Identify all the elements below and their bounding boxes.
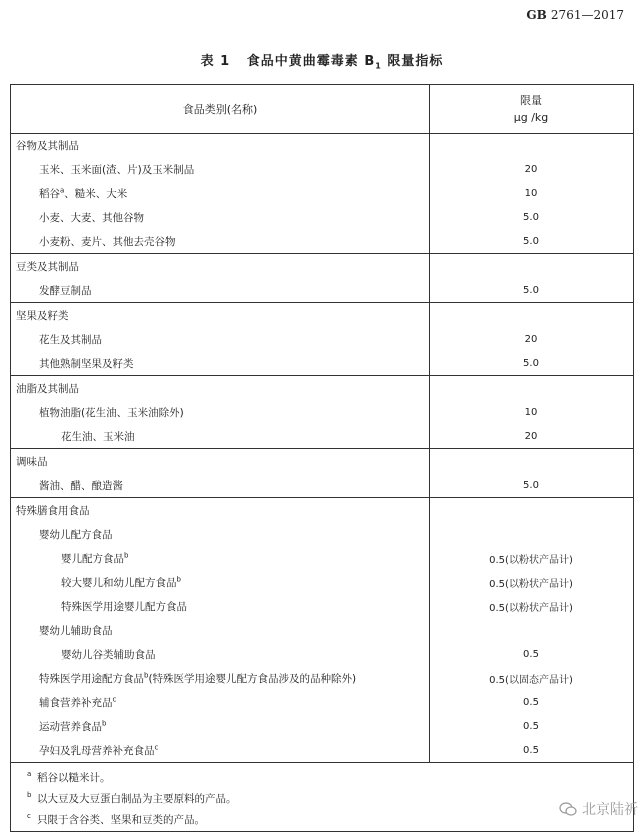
footnote-mark: c: [27, 812, 31, 820]
table-notes: [11, 760, 633, 831]
limits-table: [10, 84, 634, 832]
table-row: [11, 205, 633, 229]
standard-code: [526, 8, 624, 22]
header-category: 食品类别(名称): [11, 85, 430, 133]
footnote: [27, 768, 633, 789]
footnote-mark: a: [60, 186, 65, 194]
limit-value: 0.5(以粉状产品计): [489, 554, 573, 566]
table-group: [11, 254, 633, 303]
footnote-mark: b: [27, 791, 32, 799]
food-category-name: 特殊医学用途配方食品$^b$(特殊医学用途婴儿配方食品涉及的品种除外): [39, 671, 357, 685]
table-row: [11, 498, 633, 522]
limit-value: 0.5(以粉状产品计): [489, 602, 573, 614]
table-row: [11, 303, 633, 327]
table-row: [11, 522, 633, 546]
table-row: [11, 400, 633, 424]
food-category-name: 特殊膳食用食品: [16, 504, 90, 517]
food-category-name: 稻谷$^a$、糙米、大米: [39, 186, 128, 200]
header-limit-label: 限量: [520, 94, 542, 107]
table-row: [11, 666, 633, 690]
limit-value: 20: [524, 333, 538, 345]
footnote-text: 稻谷以糙米计。: [37, 772, 111, 784]
table-row: [11, 473, 633, 497]
table-group: [11, 376, 633, 449]
table-row: [11, 229, 633, 253]
food-category-name: 婴儿配方食品$^b$: [61, 551, 129, 565]
footnote-mark: c: [154, 743, 159, 751]
table-row: [11, 714, 633, 738]
food-category-name: 小麦、大麦、其他谷物: [39, 211, 144, 224]
standard-number: 2761—2017: [550, 8, 624, 22]
limit-value: 0.5(以粉状产品计): [489, 578, 573, 590]
table-group: [11, 498, 633, 763]
table-row: [11, 449, 633, 473]
header-limit: [429, 85, 633, 133]
food-category-name: 发酵豆制品: [39, 284, 92, 297]
limit-value: 5.0: [523, 479, 539, 491]
food-category-name: 谷物及其制品: [16, 139, 79, 152]
food-category-name: 特殊医学用途婴儿配方食品: [61, 600, 187, 613]
table-row: [11, 424, 633, 448]
food-category-name: 运动营养食品$^b$: [39, 719, 107, 733]
caption-title: 食品中黄曲霉毒素 B: [246, 54, 376, 69]
food-category-name: 豆类及其制品: [16, 260, 79, 273]
standard-prefix: GB: [526, 8, 547, 22]
limit-value: 20: [524, 163, 538, 175]
table-row: [11, 546, 633, 570]
table-row: [11, 278, 633, 302]
limit-value: 5.0: [523, 284, 539, 296]
footnote-mark: c: [112, 695, 117, 703]
food-category-name: 坚果及籽类: [16, 309, 69, 322]
footnote-mark: b: [102, 719, 107, 727]
food-category-name: 婴幼儿配方食品: [39, 528, 113, 541]
food-category-name: 孕妇及乳母营养补充食品$^c$: [39, 743, 159, 757]
food-category-name: 玉米、玉米面(渣、片)及玉米制品: [39, 163, 195, 176]
table-group: [11, 133, 633, 254]
food-category-name: 植物油脂(花生油、玉米油除外): [39, 406, 184, 419]
limit-value: 0.5: [523, 744, 539, 756]
footnote: [27, 810, 633, 831]
food-category-name: 辅食营养补充品$^c$: [39, 695, 117, 709]
footnote-mark: a: [27, 770, 32, 778]
watermark: [559, 799, 638, 819]
food-category-name: 油脂及其制品: [16, 382, 79, 395]
table-row: [11, 642, 633, 666]
food-category-name: 调味品: [16, 455, 48, 468]
food-category-name: 花生及其制品: [39, 333, 102, 346]
table-row: [11, 618, 633, 642]
food-category-name: 酱油、醋、酿造酱: [39, 479, 123, 492]
table-row: [11, 594, 633, 618]
food-category-name: 小麦粉、麦片、其他去壳谷物: [39, 235, 176, 248]
caption-label: 表 1: [200, 54, 231, 69]
footnote: [27, 789, 633, 810]
caption-suffix: 限量指标: [387, 54, 444, 69]
limit-value: 0.5: [523, 720, 539, 732]
footnote-text: 只限于含谷类、坚果和豆类的产品。: [37, 814, 205, 826]
food-category-name: 较大婴儿和幼儿配方食品$^b$: [61, 575, 181, 589]
limit-value: 0.5(以固态产品计): [489, 674, 573, 686]
table-row: [11, 570, 633, 594]
wechat-icon: [559, 802, 577, 816]
limit-value: 5.0: [523, 235, 539, 247]
table-caption: [0, 50, 644, 71]
table-row: [11, 133, 633, 157]
food-category-name: 婴幼儿辅助食品: [39, 624, 113, 637]
limit-value: 0.5: [523, 648, 539, 660]
limit-value: 10: [524, 406, 538, 418]
food-category-name: 婴幼儿谷类辅助食品: [61, 648, 156, 661]
limit-value: 10: [524, 187, 538, 199]
table-group: [11, 449, 633, 498]
food-category-name: 花生油、玉米油: [61, 430, 135, 443]
limit-value: 5.0: [523, 357, 539, 369]
table-row: [11, 376, 633, 400]
limit-value: 5.0: [523, 211, 539, 223]
footnote-mark: b: [124, 551, 129, 559]
table-row: [11, 181, 633, 205]
food-category-name: 其他熟制坚果及籽类: [39, 357, 134, 370]
footnote-mark: b: [144, 671, 149, 679]
caption-subscript: 1: [375, 61, 382, 71]
limit-value: 20: [524, 430, 538, 442]
limit-value: 0.5: [523, 696, 539, 708]
header-limit-unit: μg /kg: [513, 111, 549, 124]
table-body: [11, 133, 633, 763]
table-group: [11, 303, 633, 376]
watermark-text: 北京陆祈: [582, 802, 638, 818]
table-row: [11, 351, 633, 375]
table-row: [11, 327, 633, 351]
footnote-mark: b: [176, 575, 181, 583]
table-row: [11, 254, 633, 278]
table-row: [11, 690, 633, 714]
table-row: [11, 738, 633, 762]
table-header: [11, 85, 633, 134]
footnote-text: 以大豆及大豆蛋白制品为主要原料的产品。: [37, 793, 237, 805]
table-row: [11, 157, 633, 181]
